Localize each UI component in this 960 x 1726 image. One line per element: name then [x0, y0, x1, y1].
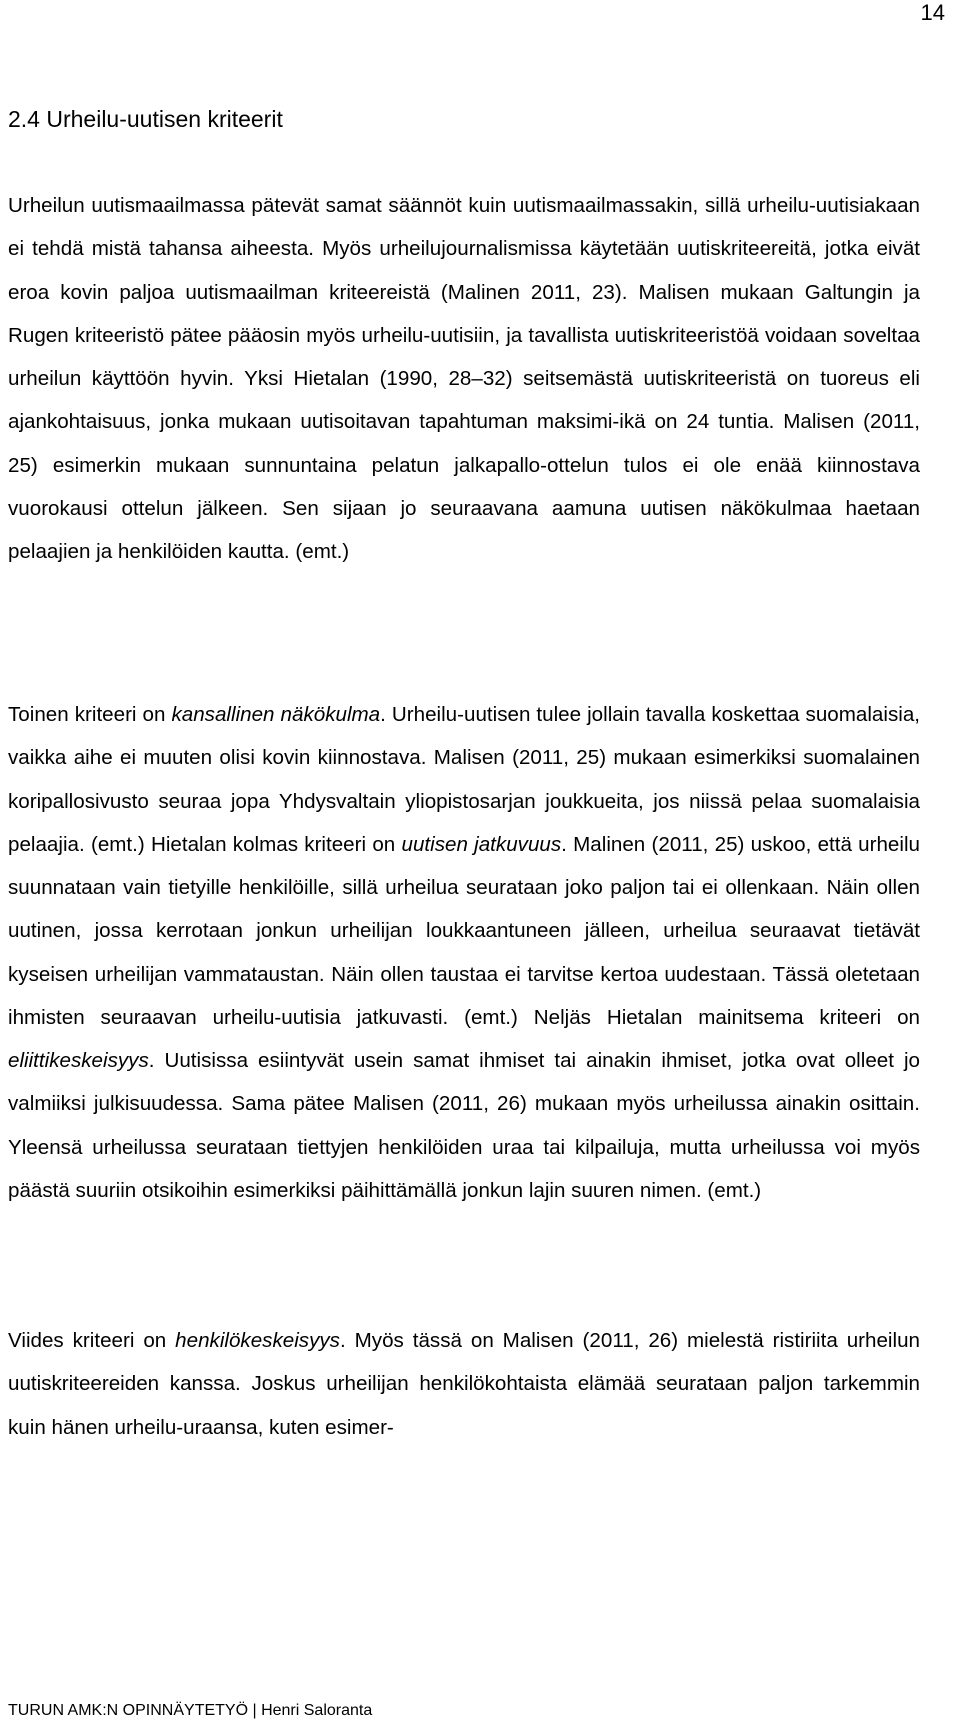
- term-henkilokeskeisyys: henkilökeskeisyys: [175, 1329, 340, 1352]
- paragraph-1-text: Urheilun uutismaailmassa pätevät samat säännöt kuin uutismaailmassakin, sillä urheilu-uutisiakaan ei tehdä mistä tahansa aiheesta. Myös urheilujournalismissa käytetään uutiskriteereitä, jotka eivät eroa kovin paljoa uutismaailman kriteereistä (Malinen 2011, 23). Malisen mukaan Galtungin ja Rugen kriteeristö pätee pääosin myös urheilu-uutisiin, ja tavallista uutiskriteeristöä voidaan soveltaa urheilun käyttöön hyvin. Yksi Hietalan (1990, 28–32) seitsemästä uutiskriteeristä on tuoreus eli ajankohtaisuus, jonka mukaan uutisoitavan tapahtuman maksimi-ikä on 24 tuntia. Malisen (2011, 25) esimerkin mukaan sunnuntaina pelatun jalkapallo-ottelun tulos ei ole enää kiinnostava vuorokausi ottelun jälkeen. Sen sijaan jo seuraavana aamuna uutisen näkökulmaa haetaan pelaajien ja henkilöiden kautta. (emt.): [8, 194, 920, 563]
- paragraph-2-text-a: Toinen kriteeri on: [8, 703, 172, 726]
- term-uutisen-jatkuvuus: uutisen jatkuvuus: [401, 832, 562, 856]
- paragraph-3-text-b: . Myös tässä on Malisen (2011, 26) mielestä ristiriita urheilun uutiskriteereiden kanssa. Joskus urheilijan henkilökohtaista elämää seurataan paljon tarkemmin kuin hänen urheilu-uraansa, kuten esimer-: [8, 1329, 920, 1439]
- paragraph-3-text-a: Viides kriteeri on: [8, 1329, 176, 1352]
- paragraph-2-text-c: . Malinen (2011, 25) uskoo, että urheilu suunnataan vain tietyille henkilöille, sillä urheilua seurataan joko paljon tai ei ollenkaan. Näin ollen uutinen, jossa kerrotaan jonkun urheilijan loukkaantuneen jälleen, urheilua seuraavat tietävät kyseisen urheilijan vammataustan. Näin ollen taustaa ei tarvitse kertoa uudestaan. Tässä oletetaan ihmisten seuraavan urheilu-uutisia jatkuvasti. (emt.) Neljäs Hietalan mainitsema kriteeri on: [8, 832, 920, 1029]
- paragraph-1: [8, 184, 920, 573]
- paragraph-2-text-b: . Urheilu-uutisen tulee jollain tavalla koskettaa suomalaisia, vaikka aihe ei muuten olisi kovin kiinnostava. Malisen (2011, 25) mukaan esimerkiksi suomalainen koripallosivusto seuraa jopa Yhdysvaltain yliopistosarjan joukkueita, jos niissä pelaa suomalaisia pelaajia. (emt.) Hietalan kolmas kriteeri on: [8, 703, 920, 856]
- term-kansallinen-nakokulma: kansallinen näkökulma: [171, 703, 381, 726]
- paragraph-3: [8, 1319, 920, 1449]
- page-number: 14: [920, 0, 945, 25]
- paragraph-2-text-d: . Uutisissa esiintyvät usein samat ihmiset tai ainakin ihmiset, jotka ovat olleet jo valmiiksi julkisuudessa. Sama pätee Malisen (2011, 26) mukaan myös urheilussa ainakin osittain. Yleensä urheilussa seurataan tiettyjen henkilöiden uraa tai kilpailuja, mutta urheilussa voi myös päästä suuriin otsikoihin esimerkiksi päihittämällä jonkun lajin suuren nimen. (emt.): [8, 1049, 920, 1202]
- page-footer: TURUN AMK:N OPINNÄYTETYÖ | Henri Saloranta: [8, 1702, 373, 1719]
- paragraph-2: [8, 693, 920, 1212]
- section-heading: 2.4 Urheilu-uutisen kriteerit: [8, 106, 283, 132]
- term-eliittikeskeisyys: eliittikeskeisyys: [8, 1049, 149, 1072]
